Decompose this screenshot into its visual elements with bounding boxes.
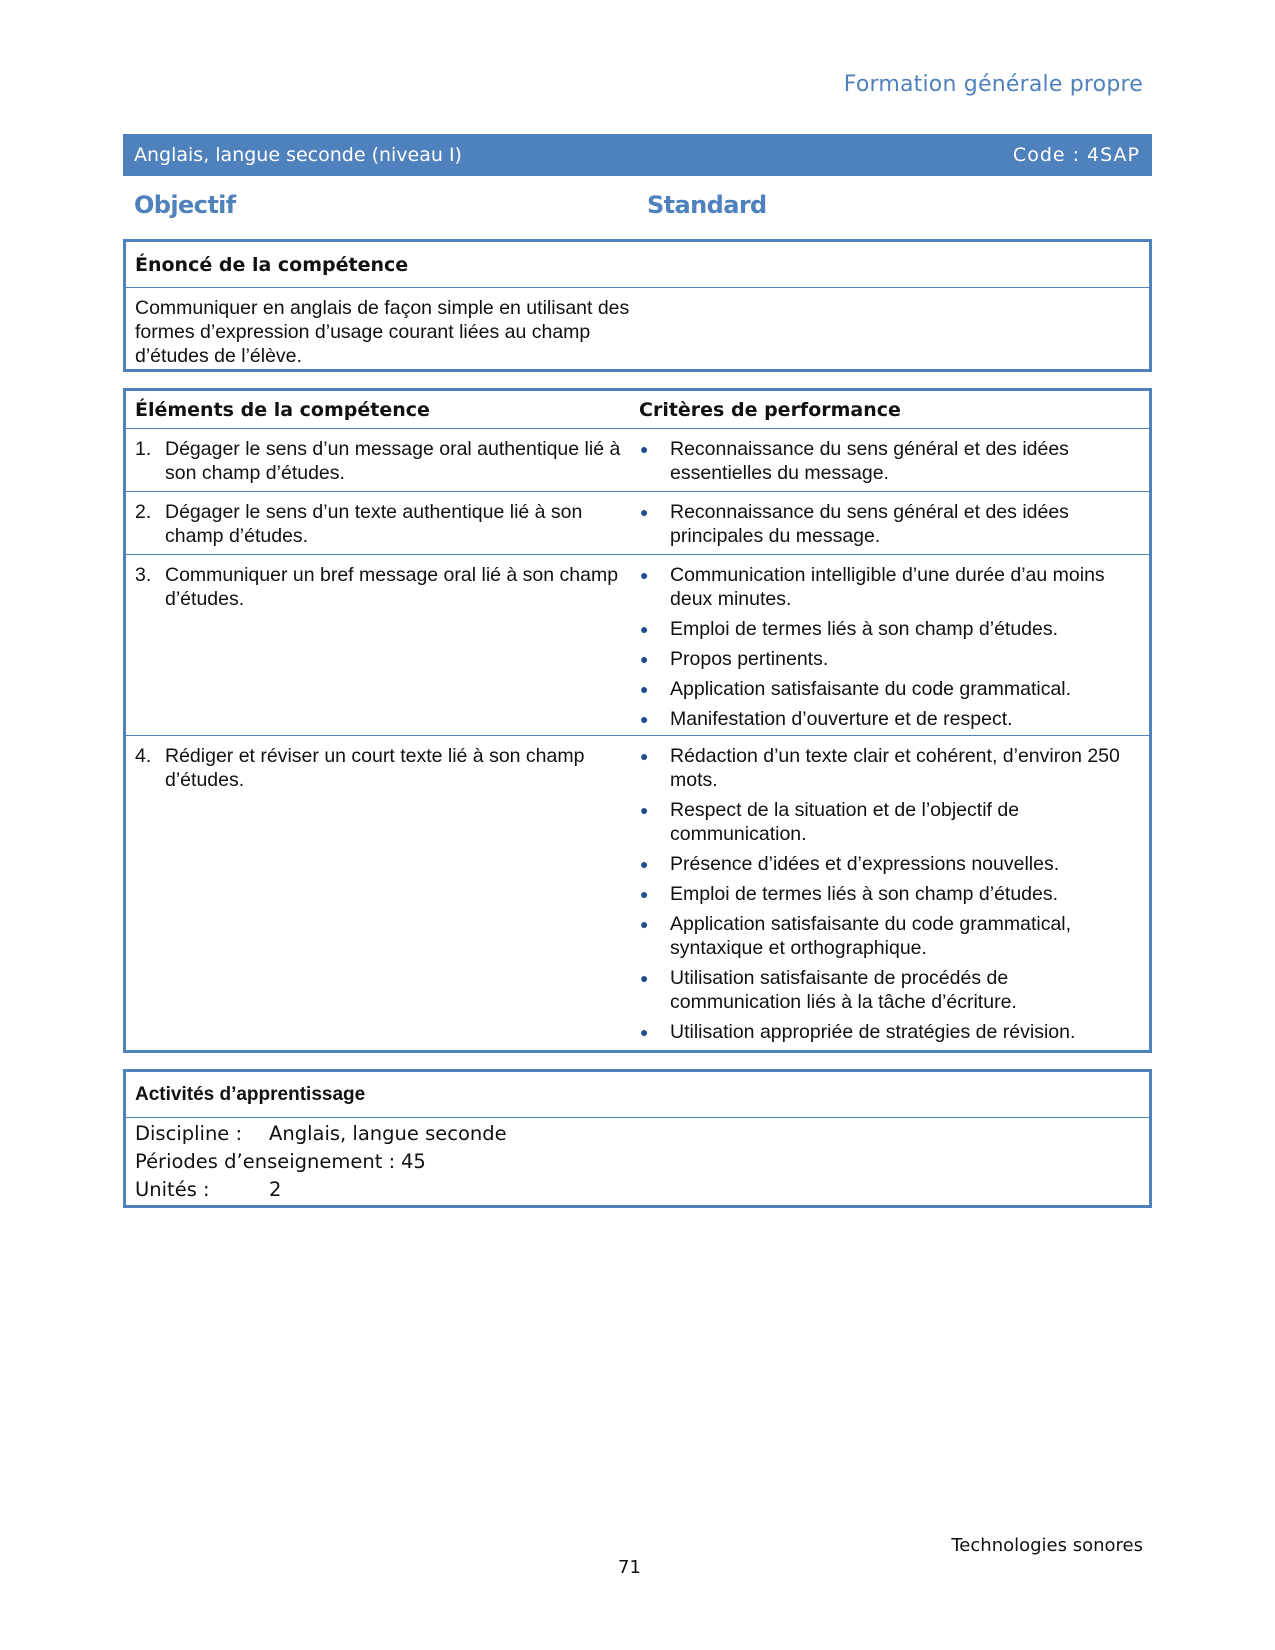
criterion-item	[639, 437, 1129, 485]
criterion-item	[639, 707, 1129, 731]
element-number: 4.	[135, 745, 152, 767]
periodes-label: Périodes d’enseignement :	[135, 1150, 396, 1173]
criterion-item	[639, 798, 1129, 846]
criterion-text: Rédaction d’un texte clair et cohérent, d’environ 250 mots.	[670, 745, 1120, 791]
bullet-icon: ●	[640, 567, 649, 583]
criterion-item	[639, 1020, 1129, 1044]
bullet-icon: ●	[640, 504, 649, 520]
unites-line	[135, 1176, 1140, 1204]
periodes-line	[135, 1148, 1140, 1176]
bullet-icon: ●	[640, 441, 649, 457]
bullet-icon: ●	[640, 711, 649, 727]
element-text: Dégager le sens d’un message oral authentique lié à son champ d’études.	[165, 438, 621, 484]
bullet-icon: ●	[640, 916, 649, 932]
criterion-item	[639, 500, 1129, 548]
course-banner	[123, 134, 1152, 176]
elements-table	[123, 388, 1152, 1053]
bullet-icon: ●	[640, 621, 649, 637]
running-head: Formation générale propre	[843, 72, 1143, 97]
criteria-cell	[639, 555, 1149, 735]
bullet-icon: ●	[640, 651, 649, 667]
table-row	[126, 736, 1149, 1050]
bullet-icon: ●	[640, 748, 649, 764]
discipline-line	[135, 1120, 1140, 1148]
bullet-icon: ●	[640, 886, 649, 902]
activites-header: Activités d’apprentissage	[126, 1072, 1149, 1118]
element-number: 2.	[135, 501, 152, 523]
element-cell	[126, 429, 639, 491]
criterion-item	[639, 744, 1129, 792]
bullet-icon: ●	[640, 970, 649, 986]
bullet-icon: ●	[640, 681, 649, 697]
criterion-text: Présence d’idées et d’expressions nouvelles.	[670, 853, 1060, 875]
course-title: Anglais, langue seconde (niveau I)	[134, 144, 462, 166]
periodes-value: 45	[401, 1150, 426, 1173]
criterion-text: Utilisation appropriée de stratégies de révision.	[670, 1021, 1076, 1043]
criterion-text: Emploi de termes liés à son champ d’études.	[670, 883, 1059, 905]
bullet-icon: ●	[640, 856, 649, 872]
table-row	[126, 429, 1149, 492]
criterion-item	[639, 966, 1129, 1014]
elements-column-header: Éléments de la compétence	[135, 398, 430, 421]
criterion-item	[639, 617, 1129, 641]
enonce-box	[123, 239, 1152, 372]
criterion-text: Application satisfaisante du code grammatical, syntaxique et orthographique.	[670, 913, 1072, 959]
criterion-text: Reconnaissance du sens général et des idées principales du message.	[670, 501, 1069, 547]
criterion-text: Utilisation satisfaisante de procédés de communication liés à la tâche d’écriture.	[670, 967, 1017, 1013]
element-cell	[126, 492, 639, 554]
unites-value: 2	[269, 1178, 282, 1201]
criteria-column-header: Critères de performance	[639, 398, 901, 421]
activites-box	[123, 1069, 1152, 1208]
criterion-text: Emploi de termes liés à son champ d’études.	[670, 618, 1059, 640]
element-text: Communiquer un bref message oral lié à son champ d’études.	[165, 564, 619, 610]
element-text: Rédiger et réviser un court texte lié à son champ d’études.	[165, 745, 585, 791]
enonce-header: Énoncé de la compétence	[126, 242, 1149, 288]
criterion-item	[639, 852, 1129, 876]
criterion-text: Propos pertinents.	[670, 648, 829, 670]
criterion-item	[639, 882, 1129, 906]
unites-label: Unités :	[135, 1178, 210, 1201]
criterion-item	[639, 647, 1129, 671]
standard-heading: Standard	[647, 191, 767, 219]
objectif-heading: Objectif	[134, 191, 236, 219]
bullet-icon: ●	[640, 802, 649, 818]
discipline-value: Anglais, langue seconde	[269, 1122, 507, 1145]
discipline-label: Discipline :	[135, 1122, 243, 1145]
element-text: Dégager le sens d’un texte authentique lié à son champ d’études.	[165, 501, 583, 547]
enonce-text: Communiquer en anglais de façon simple en utilisant des formes d’expression d’usage courant liées au champ d’études de l’élève.	[135, 297, 630, 367]
criteria-cell	[639, 736, 1149, 1050]
elements-table-header	[126, 391, 1149, 429]
course-code: Code : 4SAP	[1012, 144, 1140, 166]
criterion-item	[639, 677, 1129, 701]
criterion-text: Respect de la situation et de l’objectif de communication.	[670, 799, 1020, 845]
footer-program-title: Technologies sonores	[951, 1535, 1143, 1556]
criterion-text: Manifestation d’ouverture et de respect.	[670, 708, 1013, 730]
activites-body	[126, 1118, 1149, 1206]
bullet-icon: ●	[640, 1024, 649, 1040]
element-cell	[126, 555, 639, 735]
element-number: 1.	[135, 438, 152, 460]
criterion-text: Communication intelligible d’une durée d’au moins deux minutes.	[670, 564, 1105, 610]
element-number: 3.	[135, 564, 152, 586]
criteria-cell	[639, 492, 1149, 554]
page-number: 71	[618, 1557, 641, 1578]
table-row	[126, 555, 1149, 736]
element-cell	[126, 736, 639, 1050]
criteria-cell	[639, 429, 1149, 491]
criterion-item	[639, 563, 1129, 611]
table-row	[126, 492, 1149, 555]
criterion-text: Application satisfaisante du code grammatical.	[670, 678, 1072, 700]
criterion-text: Reconnaissance du sens général et des idées essentielles du message.	[670, 438, 1069, 484]
criterion-item	[639, 912, 1129, 960]
